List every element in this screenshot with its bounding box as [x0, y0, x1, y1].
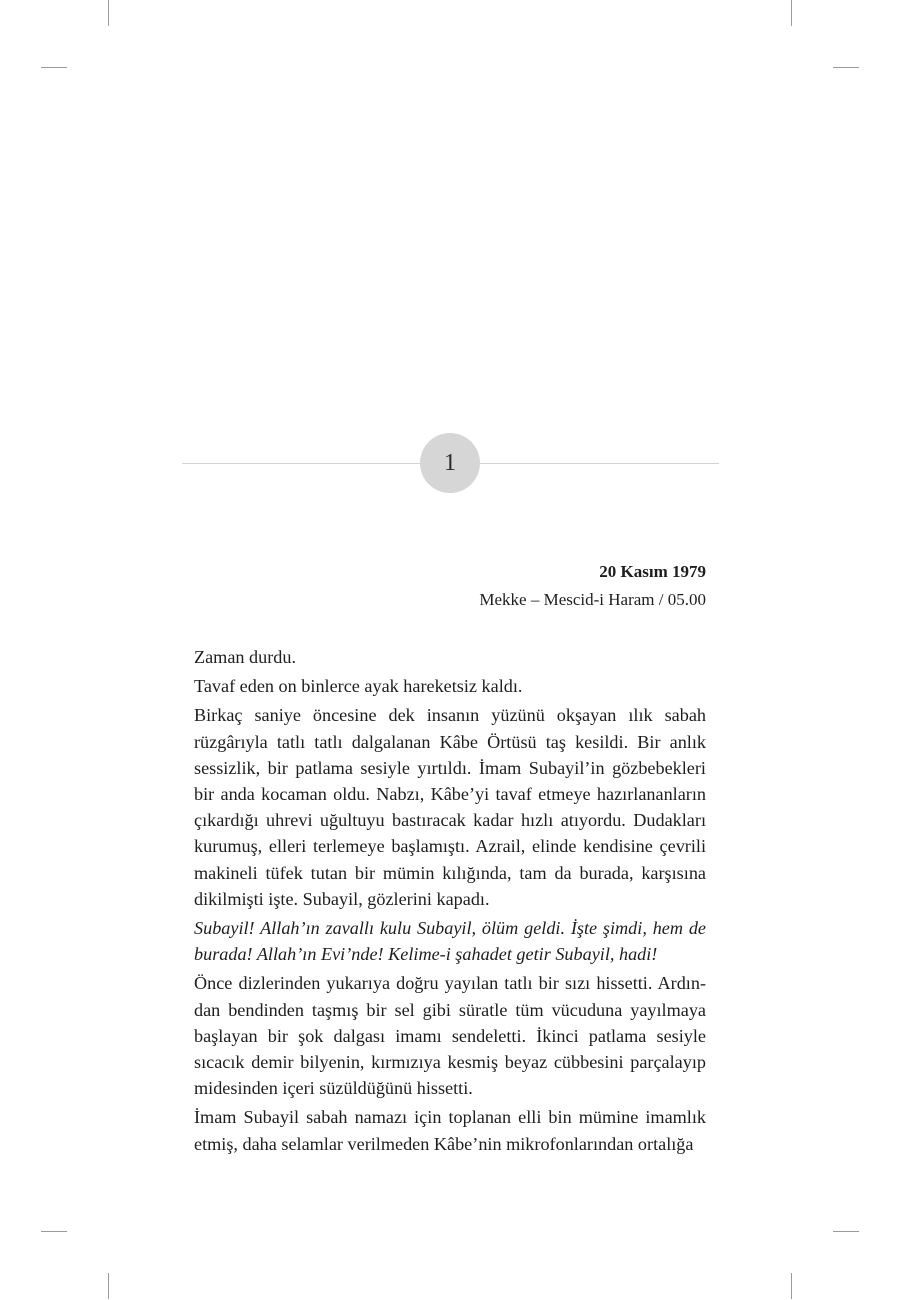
crop-mark-left-bottom [41, 1231, 67, 1232]
paragraph: Önce dizlerinden yukarıya doğru yayılan tatlı bir sızı hissetti. Ardından bendinden taşmış bir sel gibi süratle tüm vücuduna yayılmaya başlayan bir şok dalgası imamı sendeletti. İkinci patlama sesiyle sıcacık demir bilyenin, kırmızıya kesmiş beyaz cübbesini parçalayıp midesinden içeri süzüldüğünü hissetti. [194, 973, 706, 1099]
crop-mark-left-top [41, 67, 67, 68]
chapter-number-badge [420, 433, 480, 493]
crop-mark-right-bottom [833, 1231, 859, 1232]
crop-mark-top-left [108, 0, 109, 26]
paragraph: İmam Subayil sabah namazı için toplanan elli bin mümine imamlık etmiş, daha selamlar verilmeden Kâbe’nin mikrofonlarından ortalığa [194, 1107, 706, 1154]
italic-paragraph: Subayil! Allah’ın zavallı kulu Subayil, ölüm geldi. İşte şimdi, hem de burada! Allah’ın Evi’nde! Kelime-i şahadet getir Subayil, hadi! [194, 918, 706, 965]
crop-mark-right-top [833, 67, 859, 68]
crop-mark-bottom-left [108, 1273, 109, 1299]
paragraph: Tavaf eden on binlerce ayak hareketsiz kaldı. [194, 676, 523, 697]
crop-mark-bottom-right [791, 1273, 792, 1299]
crop-mark-top-right [791, 0, 792, 26]
dateline [479, 560, 706, 612]
chapter-body [194, 644, 706, 1160]
chapter-number: 1 [444, 450, 456, 476]
dateline-date: 20 Kasım 1979 [599, 562, 706, 581]
dateline-place: Mekke – Mescid-i Haram / 05.00 [479, 590, 706, 609]
paragraph: Birkaç saniye öncesine dek insanın yüzünü okşayan ılık sabah rüzgârıyla tatlı tatlı dalgalanan Kâbe Örtüsü taş kesildi. Bir anlık sessizlik, bir patlama sesiyle yırtıldı. İmam Subayil’in gözbebekleri bir anda kocaman oldu. Nabzı, Kâbe’yi tavaf etmeye hazırlananların çıkardığı uhrevi uğultuyu bastıracak kadar hızlı atıyordu. Dudakları kurumuş, elleri terlemeye başlamıştı. Azrail, elinde kendisine çevrili makineli tüfek tutan bir mümin kılığında, tam da burada, karşısına dikilmişti işte. Subayil, gözlerini kapadı. [194, 705, 706, 909]
paragraph: Zaman durdu. [194, 647, 297, 667]
